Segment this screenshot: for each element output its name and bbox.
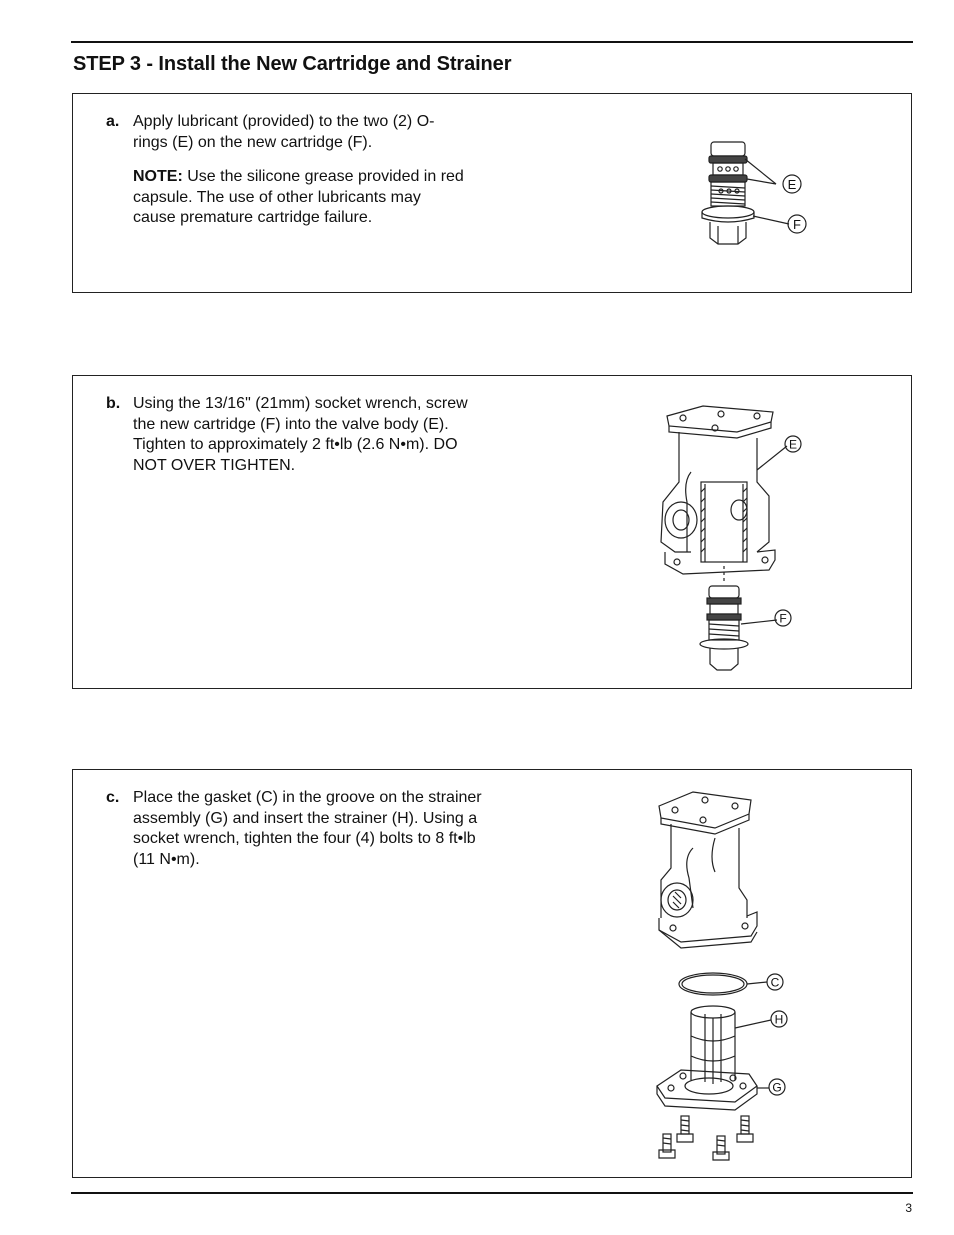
step-a-letter: a.	[106, 113, 120, 130]
step-c-letter: c.	[106, 789, 120, 806]
step-b-text-block	[106, 394, 486, 476]
bottom-rule	[71, 1192, 913, 1194]
step-c-instruction: Place the gasket (C) in the groove on the strainer assembly (G) and insert the strainer (H). Using a socket wrench, tighten the four (4) bolts to 8 ft•lb (11 N•m).	[133, 789, 482, 868]
step-a-panel	[72, 93, 912, 293]
step-c-text-block	[106, 788, 486, 870]
top-rule	[71, 41, 913, 43]
page-number: 3	[905, 1201, 912, 1215]
note-label: NOTE:	[133, 168, 183, 185]
callout-h: H	[774, 1012, 784, 1027]
cartridge-illustration	[693, 134, 823, 254]
callout-f: F	[779, 611, 787, 626]
step-c-panel	[72, 769, 912, 1178]
step-b-letter: b.	[106, 395, 121, 412]
callout-g: G	[772, 1080, 782, 1095]
step-a-note	[133, 167, 466, 229]
step-a-text-block	[106, 112, 466, 229]
callout-e: E	[787, 177, 797, 192]
callout-c: C	[770, 975, 780, 990]
page-title: STEP 3 - Install the New Cartridge and Strainer	[73, 53, 512, 75]
step-a-instruction: Apply lubricant (provided) to the two (2) O-rings (E) on the new cartridge (F).	[133, 113, 435, 151]
step-b-instruction: Using the 13/16" (21mm) socket wrench, screw the new cartridge (F) into the valve body (E). Tighten to approximately 2 ft•lb (2.6 N•m). DO NOT OVER TIGHTEN.	[133, 395, 468, 474]
strainer-assembly-illustration	[653, 788, 813, 1168]
step-b-panel	[72, 375, 912, 689]
valve-body-illustration	[653, 402, 813, 677]
callout-e: E	[788, 437, 798, 452]
note-text: Use the silicone grease provided in red capsule. The use of other lubricants may cause premature cartridge failure.	[133, 168, 464, 226]
callout-f: F	[793, 217, 801, 232]
